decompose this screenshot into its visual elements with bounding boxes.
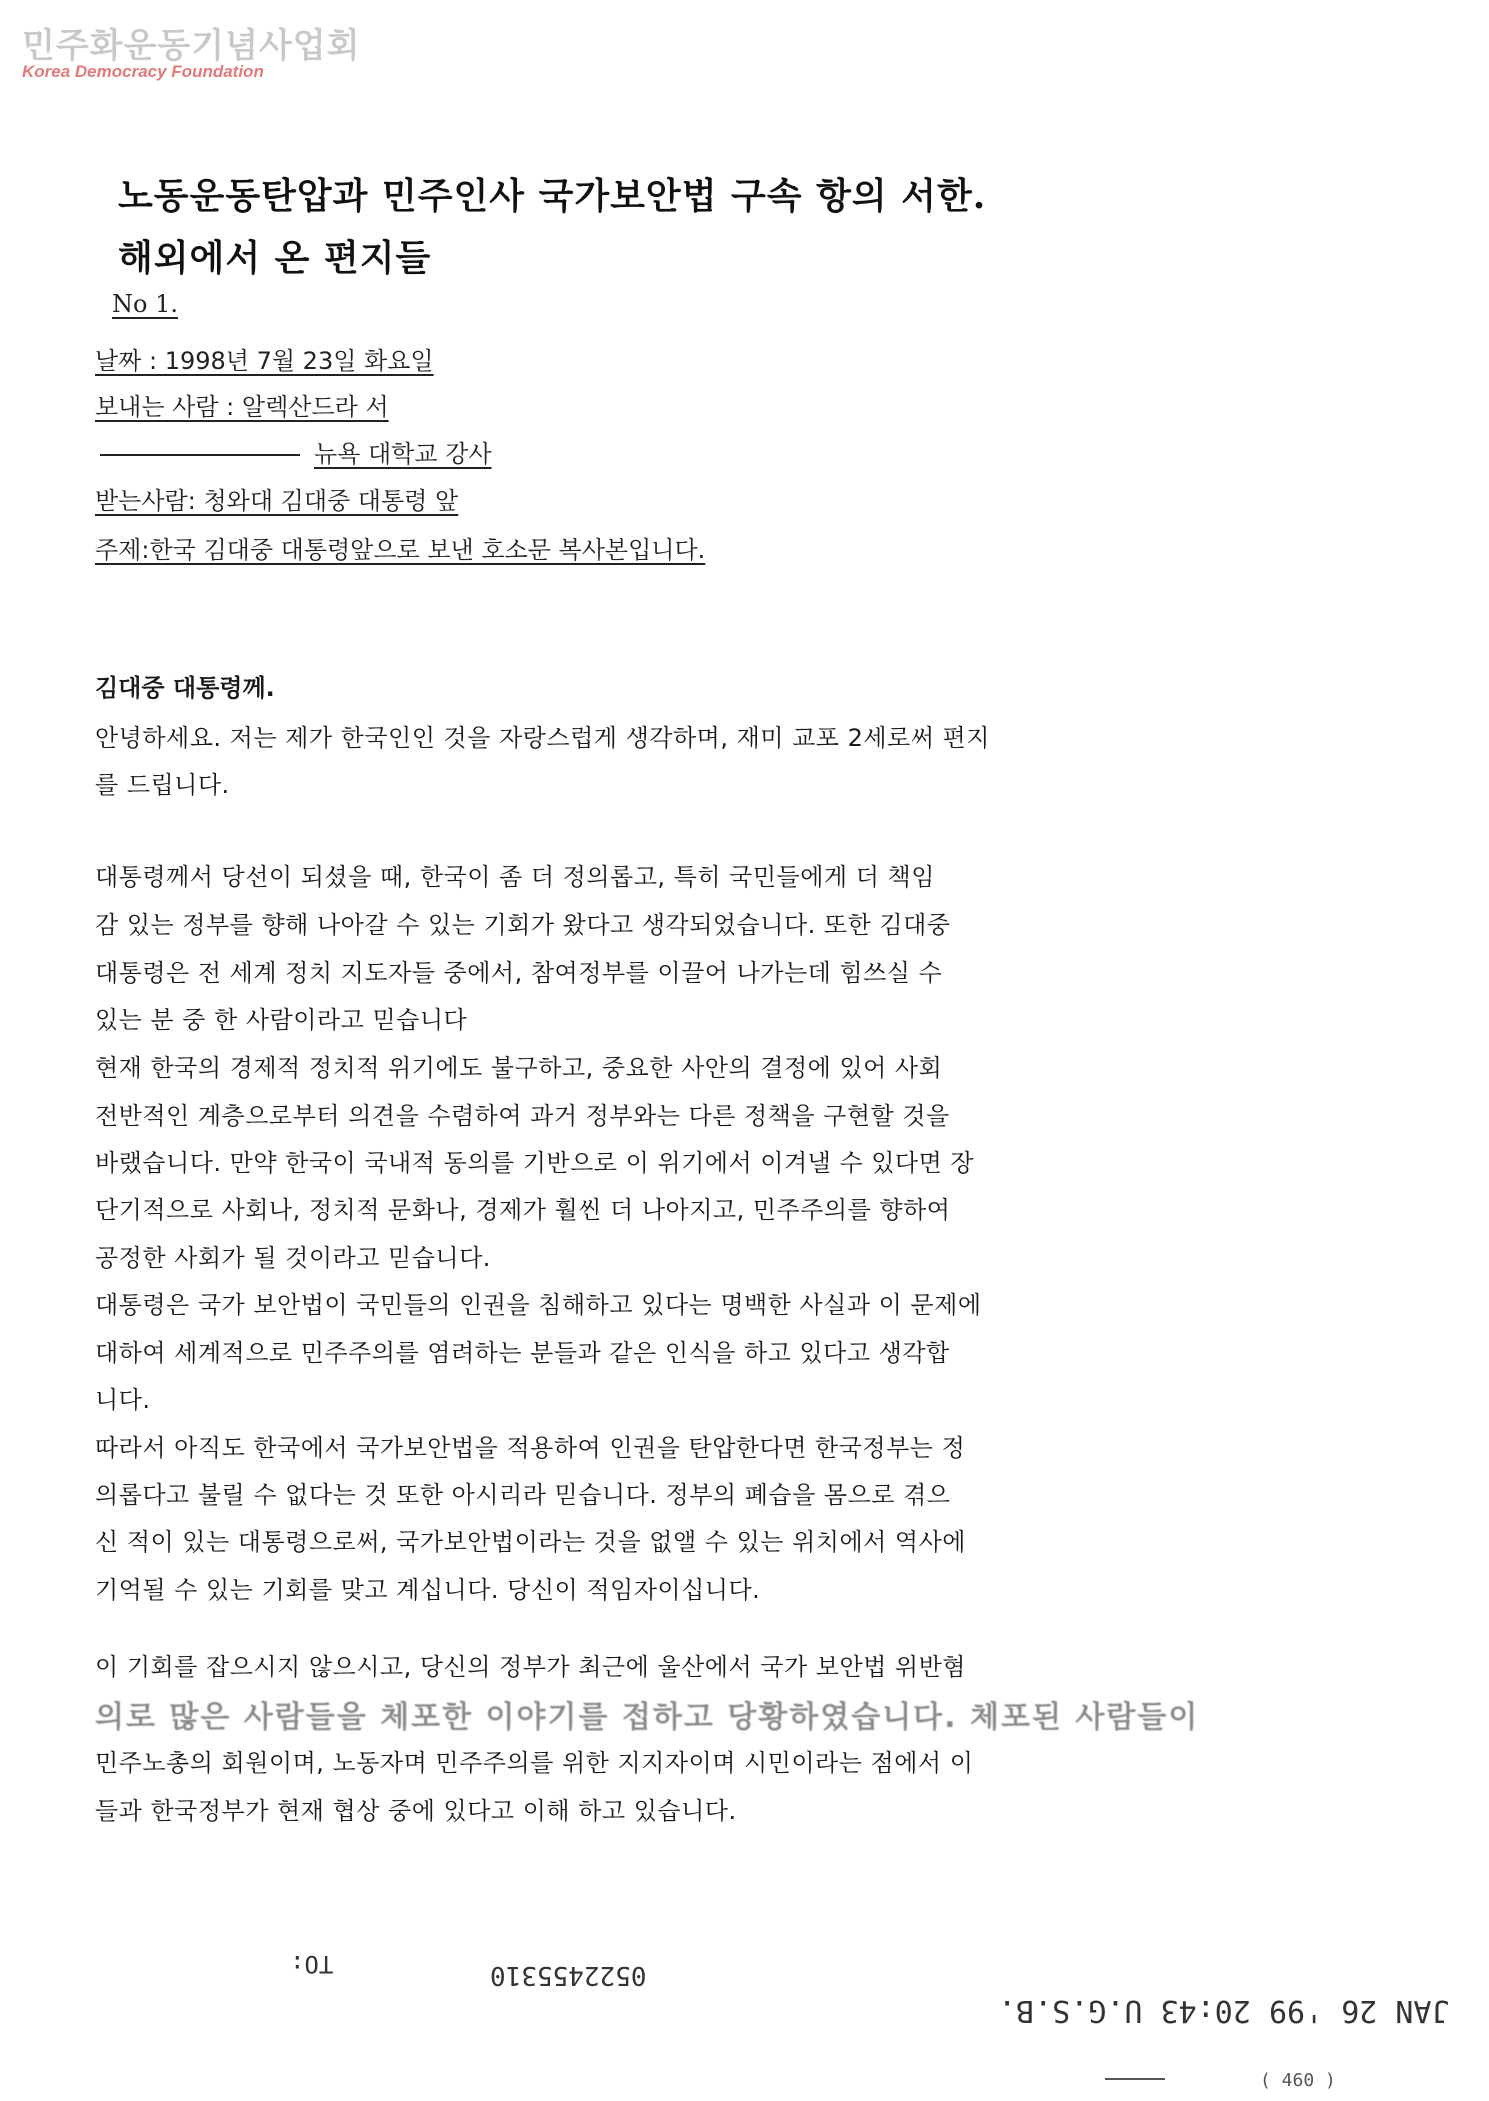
letter-line: 바랬습니다. 만약 한국이 국내적 동의를 기반으로 이 위기에서 이겨낼 수 있다면 장 [95,1149,975,1177]
letter-line: 대통령은 국가 보안법이 국민들의 인권을 침해하고 있다는 명백한 사실과 이 문제에 [95,1291,982,1319]
letter-line: 현재 한국의 경제적 정치적 위기에도 불구하고, 중요한 사안의 결정에 있어 사회 [95,1054,943,1082]
letter-line: 이 기회를 잡으시지 않으시고, 당신의 정부가 최근에 울산에서 국가 보안법 위반혐 [95,1653,966,1681]
letter-receiver: 받는사람: 청와대 김대중 대통령 앞 [95,487,459,515]
letter-line: 를 드립니다. [95,771,230,799]
letter-sender: 보내는 사람 : 알렉산드라 서 [95,393,389,421]
document-title-line1: 노동운동탄압과 민주인사 국가보안법 구속 항의 서한. [118,175,987,217]
letter-line: 대통령은 전 세계 정치 지도자들 중에서, 참여정부를 이끌어 나가는데 힘쓰실 수 [95,959,943,987]
letter-line: 대통령께서 당선이 되셨을 때, 한국이 좀 더 정의롭고, 특히 국민들에게 더 책임 [95,863,935,891]
fax-timestamp: JAN 26 '99 20:43 U.G.S.B. [998,1993,1450,2028]
fax-page-fragment: ( 460 ) [1260,2070,1336,2091]
letter-line: 신 적이 있는 대통령으로써, 국가보안법이라는 것을 없앨 수 있는 위치에서 역사에 [95,1528,966,1556]
letter-line: 전반적인 계층으로부터 의견을 수렴하여 과거 정부와는 다른 정책을 구현할 것을 [95,1102,950,1130]
letter-line: 안녕하세요. 저는 제가 한국인인 것을 자랑스럽게 생각하며, 재미 교포 2세로써 편지 [95,724,990,752]
watermark-logo-english: Korea Democracy Foundation [22,62,264,81]
letter-sender-affiliation-row [100,434,492,469]
letter-number: No 1. [112,290,178,318]
letter-line: 들과 한국정부가 현재 협상 중에 있다고 이해 하고 있습니다. [95,1797,737,1825]
letter-subject: 주제:한국 김대중 대통령앞으로 보낸 호소문 복사본입니다. [95,536,706,564]
letter-line: 기억될 수 있는 기회를 맞고 계십니다. 당신이 적임자이십니다. [95,1576,761,1604]
letter-sender-affiliation: 뉴욕 대학교 강사 [314,440,492,468]
letter-line: 대하여 세계적으로 민주주의를 염려하는 분들과 같은 인식을 하고 있다고 생각합 [95,1339,950,1367]
letter-line: 따라서 아직도 한국에서 국가보안법을 적용하여 인권을 탄압한다면 한국정부는 정 [95,1434,966,1462]
document-title-line2: 해외에서 온 편지들 [118,237,432,279]
watermark-logo-korean: 민주화운동기념사업회 [22,26,361,66]
letter-line: 니다. [95,1386,151,1414]
fax-to-label: TO: [290,1950,334,1978]
blank-underline [100,454,300,456]
fax-number: 0522455310 [490,1960,647,1990]
letter-line-smudged: 의로 많은 사람들을 체포한 이야기를 접하고 당황하였습니다. 체포된 사람들이 [95,1700,1200,1735]
letter-line: 의롭다고 불릴 수 없다는 것 또한 아시리라 믿습니다. 정부의 폐습을 몸으로 겪으 [95,1481,951,1509]
scan-artifact-line [1105,2078,1165,2080]
letter-date: 날짜 : 1998년 7월 23일 화요일 [95,347,434,375]
letter-line: 단기적으로 사회나, 정치적 문화나, 경제가 훨씬 더 나아지고, 민주주의를 향하여 [95,1196,951,1224]
letter-line: 감 있는 정부를 향해 나아갈 수 있는 기회가 왔다고 생각되었습니다. 또한 김대중 [95,911,951,939]
letter-line: 공정한 사회가 될 것이라고 믿습니다. [95,1244,491,1272]
letter-salutation: 김대중 대통령께. [95,674,275,702]
letter-line: 있는 분 중 한 사람이라고 믿습니다 [95,1006,468,1034]
letter-line: 민주노총의 회원이며, 노동자며 민주주의를 위한 지지자이며 시민이라는 점에서 이 [95,1749,974,1777]
